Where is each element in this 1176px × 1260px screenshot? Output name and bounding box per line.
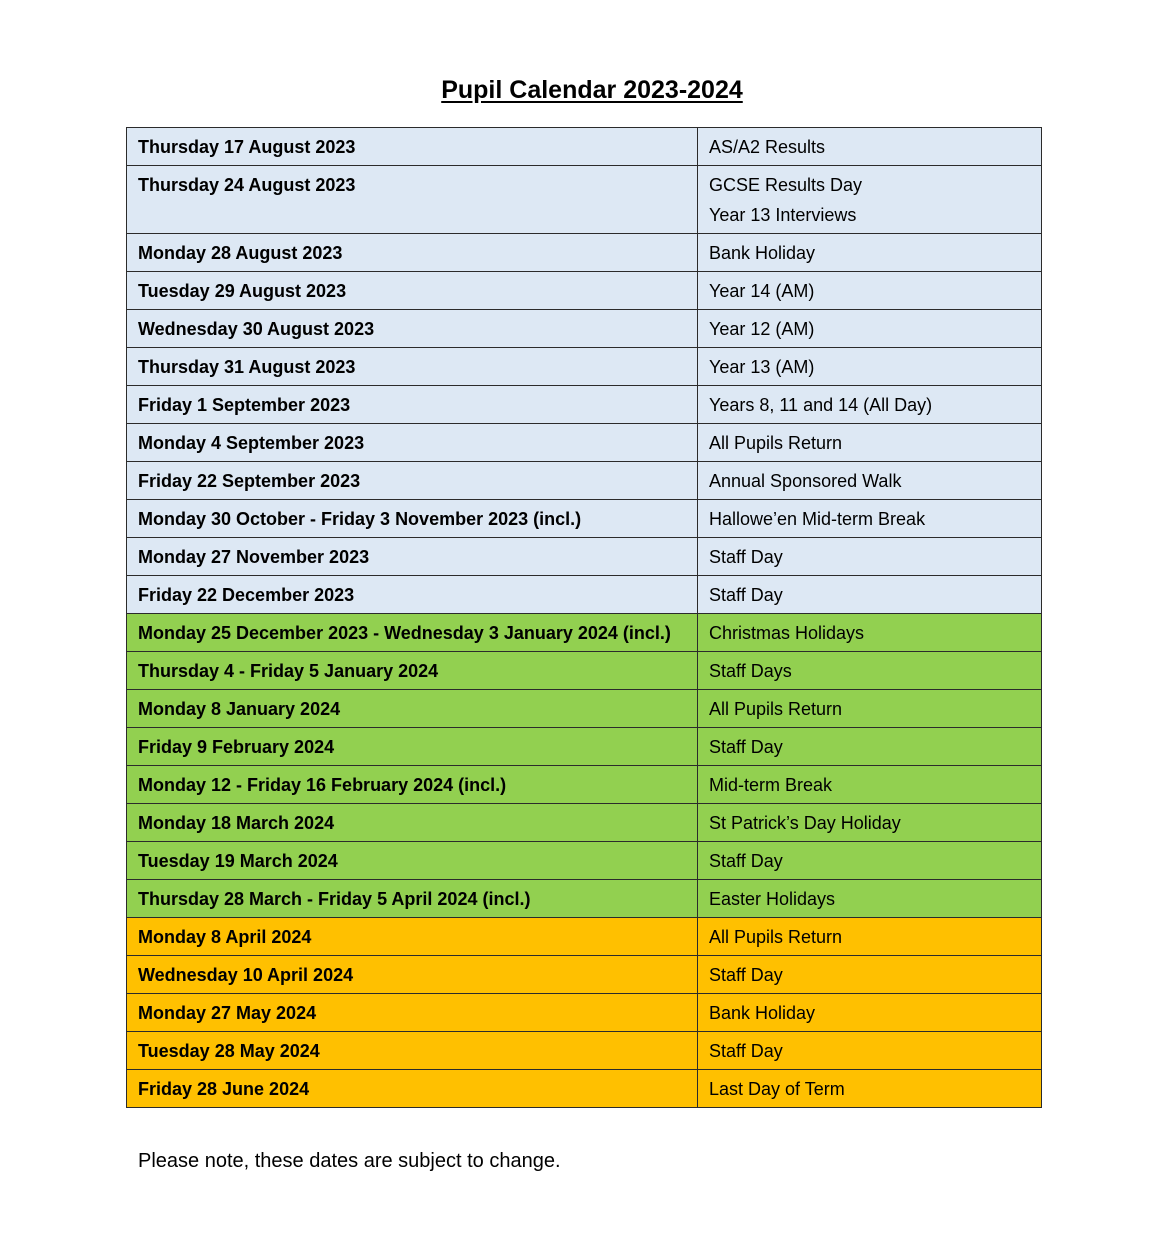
event-label: Year 12 (AM) <box>709 319 815 339</box>
date-cell: Wednesday 10 April 2024 <box>127 956 698 994</box>
event-label: Years 8, 11 and 14 (All Day) <box>709 395 933 415</box>
event-label: Staff Day <box>709 1041 783 1061</box>
event-label: Bank Holiday <box>709 1003 816 1023</box>
table-row <box>127 766 1042 804</box>
table-row <box>127 310 1042 348</box>
table-row <box>127 1032 1042 1070</box>
event-cell <box>698 576 1042 614</box>
event-label: Staff Day <box>709 585 783 605</box>
date-cell: Friday 9 February 2024 <box>127 728 698 766</box>
table-row <box>127 424 1042 462</box>
event-label: Year 13 Interviews <box>709 205 857 225</box>
event-cell <box>698 166 1042 234</box>
event-label: Hallowe’en Mid-term Break <box>709 509 926 529</box>
event-cell <box>698 1032 1042 1070</box>
calendar-body <box>127 128 1042 1108</box>
table-row <box>127 918 1042 956</box>
event-cell <box>698 880 1042 918</box>
table-row <box>127 614 1042 652</box>
event-cell <box>698 500 1042 538</box>
event-label: Staff Day <box>709 547 783 567</box>
event-cell <box>698 538 1042 576</box>
table-row <box>127 804 1042 842</box>
event-label: Staff Day <box>709 965 783 985</box>
date-cell: Monday 28 August 2023 <box>127 234 698 272</box>
event-cell <box>698 728 1042 766</box>
event-cell <box>698 234 1042 272</box>
event-cell <box>698 462 1042 500</box>
event-label: Staff Day <box>709 737 783 757</box>
table-row <box>127 234 1042 272</box>
date-cell: Friday 22 September 2023 <box>127 462 698 500</box>
event-cell <box>698 348 1042 386</box>
date-cell: Tuesday 19 March 2024 <box>127 842 698 880</box>
date-cell: Friday 1 September 2023 <box>127 386 698 424</box>
table-row <box>127 576 1042 614</box>
date-cell: Thursday 17 August 2023 <box>127 128 698 166</box>
event-cell <box>698 652 1042 690</box>
date-cell: Monday 12 - Friday 16 February 2024 (incl.) <box>127 766 698 804</box>
table-row <box>127 348 1042 386</box>
table-row <box>127 956 1042 994</box>
date-cell: Monday 8 April 2024 <box>127 918 698 956</box>
event-label: Last Day of Term <box>709 1079 845 1099</box>
date-cell: Monday 27 May 2024 <box>127 994 698 1032</box>
calendar-table <box>126 127 1042 1108</box>
table-row <box>127 880 1042 918</box>
event-label: St Patrick’s Day Holiday <box>709 813 901 833</box>
date-cell: Thursday 24 August 2023 <box>127 166 698 234</box>
date-cell: Monday 27 November 2023 <box>127 538 698 576</box>
event-cell <box>698 766 1042 804</box>
event-label: All Pupils Return <box>709 433 843 453</box>
event-label: Bank Holiday <box>709 243 816 263</box>
date-cell: Friday 22 December 2023 <box>127 576 698 614</box>
event-cell <box>698 690 1042 728</box>
event-cell <box>698 842 1042 880</box>
date-cell: Tuesday 29 August 2023 <box>127 272 698 310</box>
event-label: All Pupils Return <box>709 927 843 947</box>
date-cell: Thursday 4 - Friday 5 January 2024 <box>127 652 698 690</box>
event-cell <box>698 994 1042 1032</box>
event-cell <box>698 1070 1042 1108</box>
event-label: Mid-term Break <box>709 775 833 795</box>
date-cell: Wednesday 30 August 2023 <box>127 310 698 348</box>
event-cell <box>698 424 1042 462</box>
event-cell <box>698 918 1042 956</box>
event-label: AS/A2 Results <box>709 137 826 157</box>
table-row <box>127 272 1042 310</box>
table-row <box>127 500 1042 538</box>
date-cell: Monday 8 January 2024 <box>127 690 698 728</box>
date-cell: Monday 30 October - Friday 3 November 2023 (incl.) <box>127 500 698 538</box>
event-cell <box>698 804 1042 842</box>
date-cell: Friday 28 June 2024 <box>127 1070 698 1108</box>
page-title: Pupil Calendar 2023-2024 <box>441 76 743 104</box>
event-label: Staff Days <box>709 661 792 681</box>
date-cell: Monday 4 September 2023 <box>127 424 698 462</box>
table-row <box>127 128 1042 166</box>
date-cell: Thursday 31 August 2023 <box>127 348 698 386</box>
event-label: Annual Sponsored Walk <box>709 471 902 491</box>
table-row <box>127 1070 1042 1108</box>
date-cell: Monday 18 March 2024 <box>127 804 698 842</box>
table-row <box>127 538 1042 576</box>
event-label: Staff Day <box>709 851 783 871</box>
event-label: Year 13 (AM) <box>709 357 815 377</box>
table-row <box>127 386 1042 424</box>
table-row <box>127 462 1042 500</box>
event-cell <box>698 272 1042 310</box>
table-row <box>127 652 1042 690</box>
event-cell <box>698 310 1042 348</box>
event-label: Easter Holidays <box>709 889 836 909</box>
date-cell: Monday 25 December 2023 - Wednesday 3 January 2024 (incl.) <box>127 614 698 652</box>
table-row <box>127 690 1042 728</box>
event-label: All Pupils Return <box>709 699 843 719</box>
table-row <box>127 842 1042 880</box>
event-label: Christmas Holidays <box>709 623 865 643</box>
table-row <box>127 728 1042 766</box>
table-row <box>127 994 1042 1032</box>
event-cell <box>698 386 1042 424</box>
event-label: Year 14 (AM) <box>709 281 815 301</box>
date-cell: Tuesday 28 May 2024 <box>127 1032 698 1070</box>
event-cell <box>698 614 1042 652</box>
disclaimer-note: Please note, these dates are subject to change. <box>138 1150 561 1172</box>
event-cell <box>698 956 1042 994</box>
event-label: GCSE Results Day <box>709 175 863 195</box>
date-cell: Thursday 28 March - Friday 5 April 2024 (incl.) <box>127 880 698 918</box>
table-row <box>127 166 1042 234</box>
event-cell <box>698 128 1042 166</box>
